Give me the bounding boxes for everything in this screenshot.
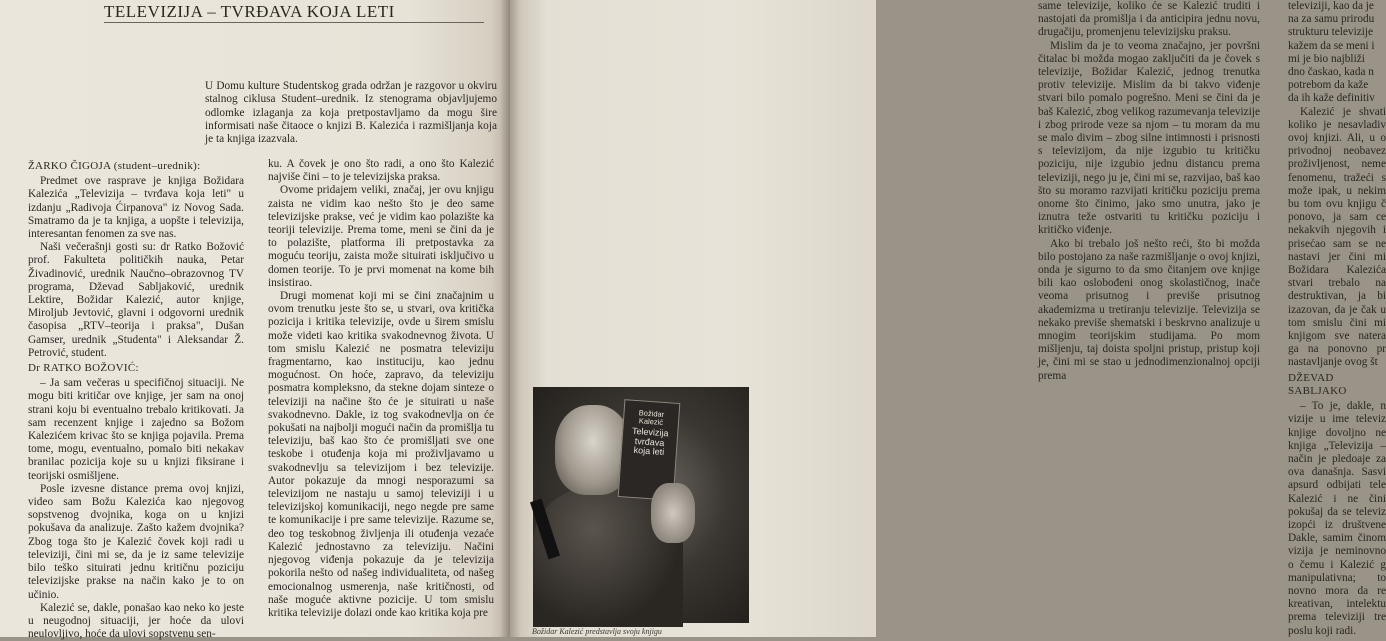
paragraph: Kalezić je shvati koliko je nesavladiv ovoj knjizi. Ali, u o privodnoj neobavez proživljenost, neme fenomenu, tražeći s može ipak, u nekim bu tom ovu knjigu č ponovo, ja sam ce nekakvih njegovih i prisećao sam se ne nastavi jer čini mi Božidara Kalezića stvari trebalo na destruktivan, ja bi izazovan, da je čak u tom smislu čini mi knjigom sve natera ga na ponovno pr nastavljanje ovog št — [1288, 105, 1386, 369]
left-column-1 — [28, 158, 244, 641]
paragraph: Drugi momenat koji mi se čini značajnim u ovom trenutku jeste što se, u stvari, ova kritička pozicija i kritika televizije, ovde u širem smislu može videti kao kritika svakodnevnog života. U tom smislu Kalezić ne posmatra televiziju fragmentarno, kao instituciju, kao jednu mogućnost. On hoće, zapravo, da televiziju posmatra kompleksno, da stekne dojam sinteze o televiziji na načine što će je situirati u naše svakodnevno. Dakle, iz tog svakodnevlja on će pokušati na najbolji mogući način da promišlja tu televiziju, baš kao što će promišljati sve one teskobe i otuđenja koja mi proživljavamo u svakodnevlju sa televizijom i bez televizije. Autor pokazuje da mnogi nesporazumi sa televizijom ne nastaju u samoj televiziji i u televizijskoj komunikaciji, nego negde pre same te komunikacije i pre same televizije. Razume se, deo tog teskobnog življenja ili otuđenja vezaće Kalezić jednostavno za televiziju. Načini njegovog viđenja pokazuje da je televizija pokorila nešto od našeg individualiteta, od našeg emocionalnog usmerenja, naše kritičnosti, od naše moguće aktivne pozicije. U tom smislu kritika televizije dolazi onde kao kritika koja pre — [268, 290, 494, 619]
paragraph: Ovome pridajem veliki, značaj, jer ovu knjigu zaista ne vidim kao nešto što je deo same televizijske prakse, već je vidim kao polazište ka teoriji televizije. Prema tome, meni se čini da je to polazište, platforma ili pretpostavka za moguću teoriju, zaista može situirati isključivo u domen teorije. To je prvi momenat na kome bih insistirao. — [268, 184, 494, 289]
continued-paragraph: ku. A čovek je ono što radi, a ono što Kalezić najviše čini – to je televizijska praksa. — [268, 158, 494, 184]
right-column-1 — [1038, 0, 1260, 383]
continued-paragraph: strukturu televizije — [1288, 26, 1374, 39]
photo-caption: Božidar Kalezić predstavlja svoju knjigu — [532, 627, 662, 636]
photo-hand — [651, 483, 695, 543]
paragraph: Naši večerašnji gosti su: dr Ratko Božović prof. Fakulteta političkih nauka, Petar Živadinović, urednik Naučno–obrazovnog TV programa, Dževad Sabljaković, urednik Lektire, Božidar Kalezić, autor knjige, Miroljub Jevtović, glavni i odgovorni urednik časopisa „RTV–teorija i praksa", Dušan Gamser, urednik „Studenta" i Aleksandar Ž. Petrović, student. — [28, 241, 244, 359]
paragraph: Ako bi trebalo još nešto reći, što bi možda bilo postojano za naše razmišljanje o ovoj knjizi, onda je sigurno to da smo čitanjem ove knjige bili kao oslobođeni onog skolastičnog, inače veoma prisutnog i previše prisutnog akademizma u tretiranju televizije. Televizija se nekako previše shematski i beskrvno analizuje u mnogim teorijskim studijama. Po mom mišljenju, taj doista spoljni pristup, pristup koji je, čini mi se stao u jednodimenzionalnoj opciji prema — [1038, 237, 1260, 382]
paragraph: Kalezić se, dakle, ponašao kao neko ko jeste u neugodnoj situaciji, jer hoće da ulovi neulovljivo, hoće da ulovi sopstvenu sen- — [28, 601, 244, 641]
continued-paragraph: mi je bio najbliži — [1288, 52, 1365, 65]
title-rule — [104, 22, 484, 23]
author-photo — [533, 387, 749, 623]
speaker-name: DŽEVAD SABLJAKO — [1288, 371, 1347, 397]
article-title: TELEVIZIJA – TVRĐAVA KOJA LETI — [104, 2, 395, 21]
continued-paragraph: televiziji, kao da je — [1288, 0, 1374, 12]
right-column-2 — [1288, 0, 1386, 638]
continued-paragraph: kažem da se meni i — [1288, 39, 1375, 52]
paragraph: Predmet ove rasprave je knjiga Božidara Kalezića „Televizija – tvrđava koja leti" u izdanju „Radivoja Ćirpanova" iz Novog Sada. Smatramo da je ta knjiga, a uopšte i televizija, interesantan fenomen za sve nas. — [28, 175, 244, 241]
paragraph: – Ja sam večeras u specifičnoj situaciji. Ne mogu biti kritičar ove knjige, jer sam na onoj strani koju bi eventualno trebalo kritikovati. Ja sam recenzent knjige i zajedno sa Božom Kalezićem krivac što se knjiga pojavila. Prema tome, mogu, eventualno, pomalo biti nekakav branilac pozicija koje su u knjizi fiksirane i teorijski osmišljene. — [28, 377, 244, 482]
continued-paragraph: dno časkao, kada n — [1288, 66, 1374, 79]
continued-paragraph: na za samu prirodu — [1288, 13, 1375, 26]
paragraph: Posle izvesne distance prema ovoj knjizi, video sam Božu Kalezića kao njegovog sopstvenog dvojnika, koga on u knjizi pokušava da analizuje. Zašto kažem dvojnika? Zbog toga što je Kalezić čovek koji radi u televiziji, čini mi se, da je iz same televizije bilo teško situirati jednu kritičnu poziciju televizijske prakse na način kako je to on učinio. — [28, 482, 244, 601]
speaker-name: ŽARKO ČIGOJA (student–urednik): — [28, 160, 201, 172]
left-page — [0, 0, 510, 641]
held-book-title: Televizija tvrđava koja leti — [631, 425, 669, 458]
continued-paragraph: same televizije, koliko će se Kalezić truditi i nastojati da promišlja i da anticipira jednu novu, drugačiju, promenjenu televizijsku praksu. — [1038, 0, 1260, 39]
intro-paragraph: U Domu kulture Studentskog grada održan je razgovor u okviru stalnog ciklusa Student–urednik. Iz stenograma objavljujemo odlomke izlaganja za koja pretpostavljamo da mogu šire informisati naše čitaoce o knjizi B. Kalezića i razmišljanja koja je ta knjiga izazvala. — [205, 80, 497, 146]
continued-paragraph: da ih kaže definitiv — [1288, 92, 1375, 105]
left-column-2 — [268, 158, 494, 620]
paragraph: – To je, dakle, n vizije u ime televiz knjige dovoljno ne knjiga „Televizija – način je pledoaje za ova današnja. Sasvi apsurd odbijati tele Kalezić i ne čini pokušaj da se televiz izopći iz društvene Dakle, samim činom vizija je neminovno o čemu i Kalezić g manipulativna; to novno mora da re kreativan, intelektu prema televiziji tre poslu koji radi. — [1288, 400, 1386, 637]
paragraph: Mislim da je to veoma značajno, jer površni čitalac bi možda mogao zaključiti da je čovek s televizije, Božidar Kalezić, jednog trenutka protiv televizije. Mislim da bi takvo viđenje stvari bilo pomalo pogrešno. Meni se čini da je baš Kalezić, zbog velikog razumevanja televizije i zbog prirode veze sa njom – tu moram da mu se malo divim – zbog silne intimnosti i prisnosti s televizijom, da nije izgubio tu kritičku poziciju, nije izgubio jednu distancu prema televiziji, nego ju je, čini mi se, razvijao, baš kao što su moramo razvijati kritičku poziciju prema onome što činimo, jako smo unutra, jako je iznutra teže ostvariti tu kritičku poziciju i kritičko viđenje. — [1038, 39, 1260, 237]
speaker-name: Dr RATKO BOŽOVIĆ: — [28, 362, 139, 375]
continued-paragraph: potrebom da kaže — [1288, 79, 1369, 92]
held-book-author: Božidar Kalezić — [638, 408, 665, 427]
